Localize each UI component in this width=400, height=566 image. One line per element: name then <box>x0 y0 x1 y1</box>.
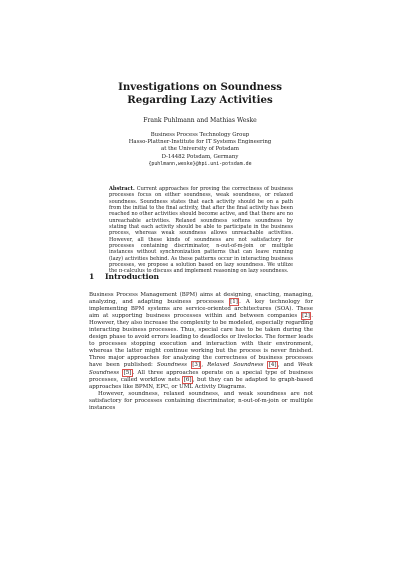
intro-text: . All three approaches operate on a special type of business processes, called workflow nets <box>89 369 313 383</box>
intro-paragraph-2: However, soundness, relaxed soundness, and weak soundness are not satisfactory for processes containing discriminator, n-out-of-m-join or multiple instances <box>89 390 313 411</box>
term-soundness: Soundness <box>156 362 187 369</box>
term-weak-soundness: Weak Soundness <box>89 362 313 376</box>
affiliation-university: at the University of Potsdam <box>161 146 239 153</box>
affiliation-institute: Hasso-Plattner-Institute for IT Systems Engineering <box>128 139 272 146</box>
affiliation-email: {puhlmann,weske}@hpi.uni-potsdam.de <box>148 160 252 167</box>
intro-text: . However, they also increase the complexity to be modeled, especially regarding interacting business processes. Thus, special care has to be taken during the design phase to avoid errors leading to deadlocks or livelocks. The former leads to processes stopping execution and interaction with their environment, whereas the latter might continue working but the process is never finished. Three major approaches for analyzing the correctness of business processes have been published: <box>89 313 313 369</box>
term-relaxed-soundness: Relaxed Soundness <box>207 362 264 369</box>
citation-link[interactable]: [2] <box>302 313 310 320</box>
abstract-label: Abstract. <box>109 186 135 192</box>
title-line-1: Investigations on Soundness <box>118 81 282 93</box>
citation-link[interactable]: [3] <box>192 362 201 369</box>
intro-body <box>89 292 313 412</box>
author-list: Frank Puhlmann and Mathias Weske <box>143 117 257 124</box>
intro-text: , <box>201 362 208 369</box>
abstract-text: Current approaches for proving the correctness of business processes focus on either soundness, weak soundness, or relaxed soundness. Soundness states that each activity should be on a path from the initial to the final activity, that after the final activity has been reached no other activities should become active, and that there are no unreachable activities. Relaxed soundness softens soundness by stating that each activity should be able to participate in the business process, whereas weak soundness allows unreachable activities. However, all these kinds of soundness are not satisfactory for processes containing discriminator, n-out-of-m-join or multiple instances without synchronization patterns that can leave running (lazy) activities behind. As these patterns occur in interacting business processes, we propose a solution based on lazy soundness. We utilize the π-calculus to discuss and implement reasoning on lazy soundness. <box>109 186 294 275</box>
affiliation-address: D-14482 Potsdam, Germany <box>161 153 239 160</box>
citation-link[interactable]: [1] <box>230 299 238 306</box>
section-heading <box>89 272 159 281</box>
abstract <box>109 186 293 275</box>
affiliation-group: Business Process Technology Group <box>150 132 250 138</box>
paper-title <box>0 81 400 107</box>
citation-link[interactable]: [5] <box>123 369 132 376</box>
intro-text: , and <box>277 362 298 369</box>
citation-link[interactable]: [6] <box>183 376 192 383</box>
intro-text: . A key technology for implementing BPM systems are service-oriented architectures (SOA). These aim at supporting business processes within and between companies <box>89 299 313 320</box>
intro-text: , but they can be adapted to graph-based approaches like BPMN, EPC, or UML Activity Diagrams. <box>89 376 313 390</box>
citation-link[interactable]: [4] <box>268 362 277 369</box>
section-title: Introduction <box>105 272 160 281</box>
intro-paragraph-1 <box>89 292 313 391</box>
affiliation-block <box>0 132 400 168</box>
title-line-2: Regarding Lazy Activities <box>127 94 273 106</box>
section-number: 1 <box>89 272 95 281</box>
intro-text: Business Process Management (BPM) aims at designing, enacting, managing, analyzing, and adapting business processes <box>89 292 313 306</box>
